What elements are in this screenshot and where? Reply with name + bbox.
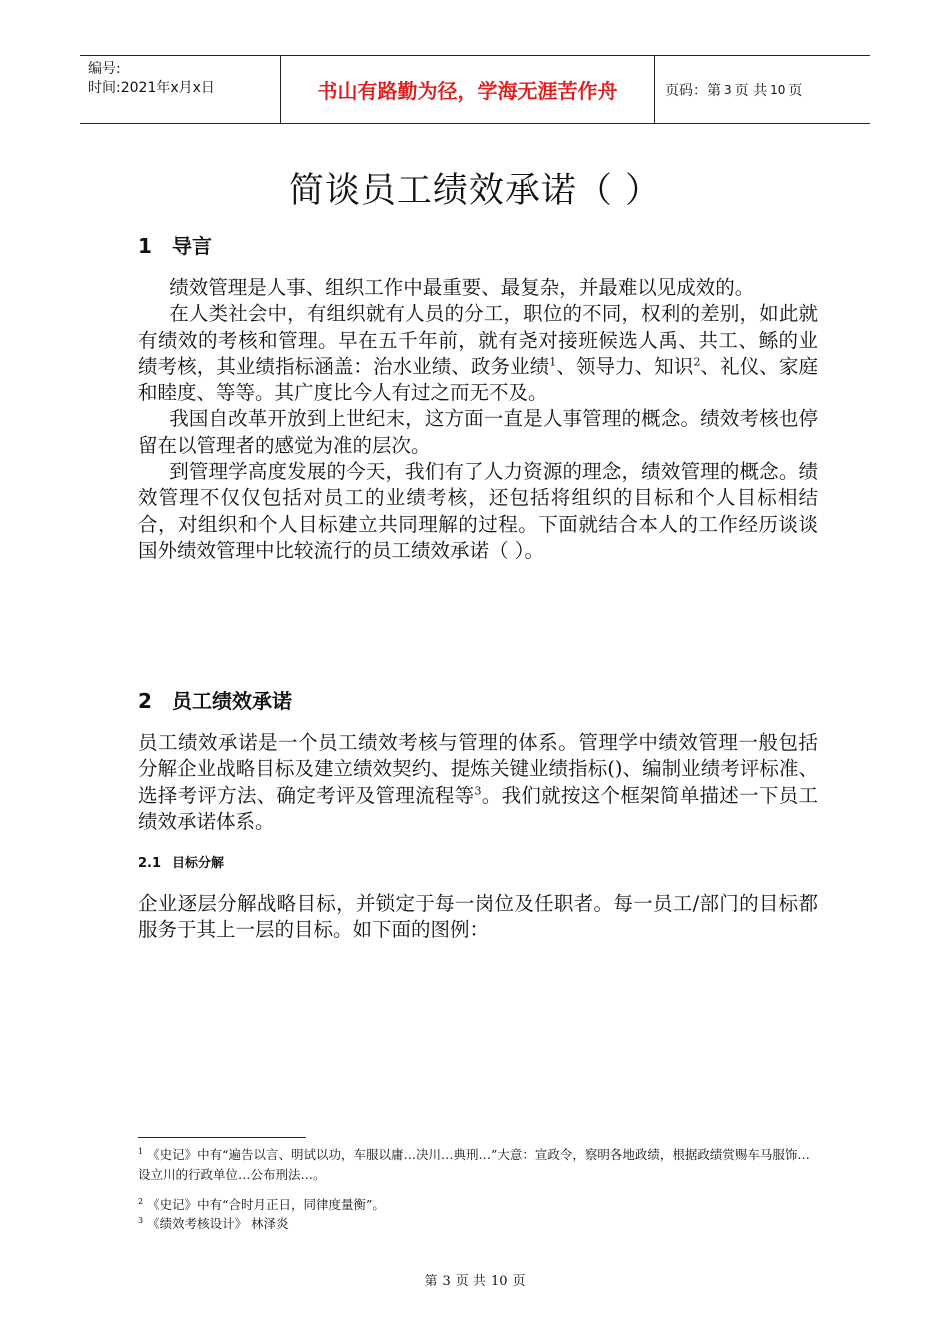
paragraph-text: 在人类社会中，有组织就有人员的分工，职位的不同，权利的差别，如此就有绩效的考核和管理。早在五千年前，就有尧对接班候选人禹、共工、鲧的业绩考核，其业绩指标涵盖：治水业绩、政务业绩 — [138, 302, 818, 378]
footnote-mark: 2 — [138, 1196, 144, 1206]
document-title: 简谈员工绩效承诺（ ） — [288, 171, 662, 211]
section-1-number: 1 — [138, 234, 152, 258]
footnote-mark: 3 — [138, 1215, 144, 1225]
header-motto: 书山有路勤为径，学海无涯苦作舟 — [281, 56, 655, 123]
footnote-ref-3[interactable]: 3 — [474, 784, 482, 798]
paragraph: 到管理学高度发展的今天，我们有了人力资源的理念，绩效管理的概念。绩效管理不仅仅包括对员工的业绩考核，还包括将组织的目标和个人目标相结合，对组织和个人目标建立共同理解的过程。下面就结合本人的工作经历谈谈国外绩效管理中比较流行的员工绩效承诺（ ）。 — [138, 460, 818, 562]
header-page-end: 页 — [788, 82, 803, 99]
page-header — [80, 55, 870, 124]
header-meta — [80, 56, 281, 123]
header-page-label: 页码：第 — [665, 82, 721, 99]
section-2-1-title: 目标分解 — [172, 856, 225, 871]
footer-prefix: 第 — [424, 1274, 438, 1289]
section-2-1-heading — [138, 852, 224, 871]
section-1-title: 导言 — [172, 234, 212, 258]
footer-page-total: 10 — [490, 1274, 508, 1289]
header-time-label: 时间:2021年x月x日 — [88, 80, 215, 96]
footer-page-current: 3 — [442, 1274, 451, 1289]
paragraph-text: 员工绩效承诺是一个员工绩效考核与管理的体系。管理学中绩效管理一般包括分解企业战略目标及建立绩效契约、提炼关键业绩指标()、编制业绩考评标准、选择考评方法、确定考评及管理流程等 — [138, 731, 818, 807]
footnote-3 — [138, 1214, 818, 1234]
footnote-separator — [138, 1137, 306, 1138]
footnote-mark: 1 — [138, 1146, 144, 1156]
footnote-text: 《绩效考核设计》 林泽炎 — [147, 1216, 289, 1231]
paragraph-text: 。我们就按这个框架简单描述一下员工绩效承诺体系。 — [138, 783, 818, 833]
paragraph: 企业逐层分解战略目标，并锁定于每一岗位及任职者。每一员工/部门的目标都服务于其上一层的目标。如下面的图例： — [138, 892, 818, 942]
header-page-current: 3 — [724, 82, 732, 97]
paragraph: 我国自改革开放到上世纪末，这方面一直是人事管理的概念。绩效考核也停留在以管理者的感觉为准的层次。 — [138, 407, 818, 457]
paragraph-text: 、礼仪、家庭和睦度、等等。其广度比今人有过之而无不及。 — [138, 354, 818, 405]
paragraph-text: 、领导力、知识 — [556, 354, 694, 378]
footnote-2 — [138, 1195, 818, 1215]
paragraph — [138, 301, 818, 406]
header-page-mid: 页 共 — [734, 82, 768, 99]
footnote-text: 《史记》中有“合时月正日，同律度量衡”。 — [147, 1197, 385, 1212]
header-page-info — [655, 56, 870, 123]
header-page-total: 10 — [770, 82, 786, 97]
section-2-number: 2 — [138, 689, 152, 713]
section-2-title: 员工绩效承诺 — [172, 689, 292, 713]
footnote-text: 《史记》中有“遍告以言、明试以功，车服以庸…决川…典刑…”大意：宣政令，察明各地政绩，根据政绩赏赐车马服饰…设立川的行政单位…公布刑法…。 — [138, 1147, 810, 1182]
section-1-heading — [138, 230, 212, 259]
paragraph — [138, 730, 818, 835]
header-number-label: 编号: — [88, 61, 121, 77]
footnote-ref-1[interactable]: 1 — [549, 355, 557, 369]
footer-mid: 页 共 — [455, 1274, 486, 1289]
page-footer — [0, 1270, 950, 1289]
footer-suffix: 页 — [512, 1274, 526, 1289]
footnote-ref-2[interactable]: 2 — [693, 355, 701, 369]
section-2-heading — [138, 685, 292, 714]
footnote-1 — [138, 1145, 818, 1185]
section-2-1-body — [138, 891, 818, 944]
paragraph: 绩效管理是人事、组织工作中最重要、最复杂，并最难以见成效的。 — [169, 276, 755, 299]
section-2-1-number: 2.1 — [138, 856, 162, 871]
section-1-body — [138, 275, 818, 564]
section-2-body — [138, 730, 818, 835]
